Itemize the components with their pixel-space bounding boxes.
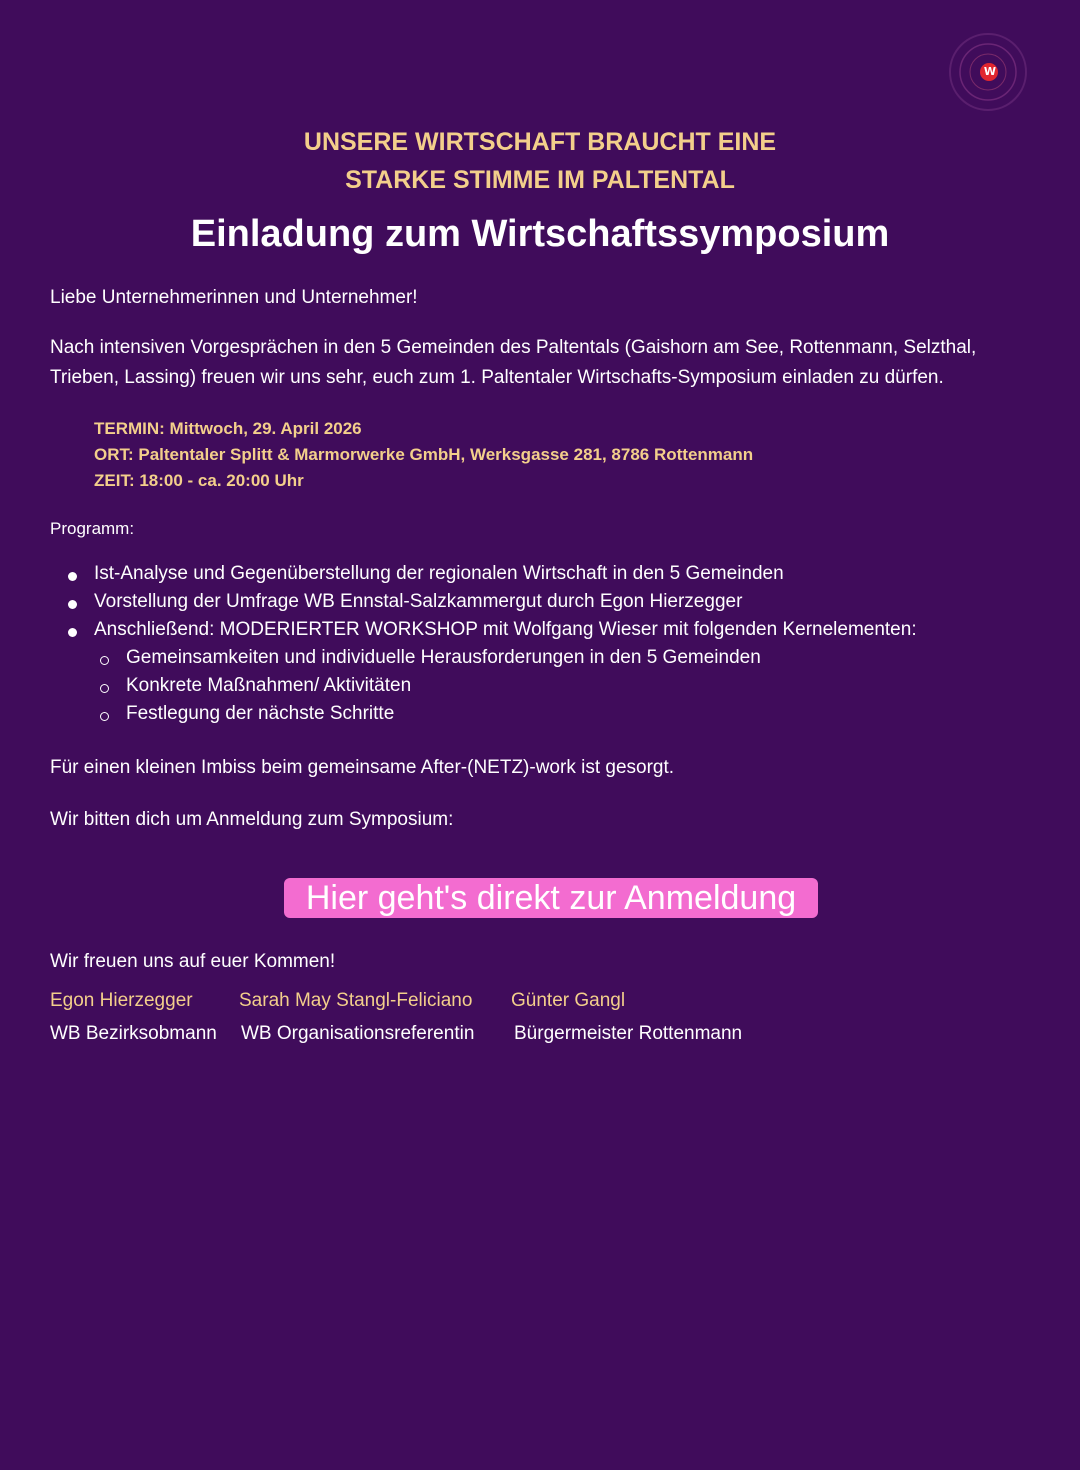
intro-paragraph: Nach intensiven Vorgesprächen in den 5 Gemeinden des Paltentals (Gaishorn am See, Rottenmann, Selzthal, Trieben, Lassing) freuen wir uns sehr, euch zum 1. Paltentaler Wirtschafts-Symposium einladen zu dürfen.: [50, 337, 977, 388]
program-item: Anschließend: MODERIERTER WORKSHOP mit Wolfgang Wieser mit folgenden Kernelementen:: [94, 619, 917, 640]
bullet-icon: [68, 628, 77, 637]
event-date: TERMIN: Mittwoch, 29. April 2026: [94, 419, 362, 438]
signature-name: Egon Hierzegger: [50, 990, 193, 1011]
closing-text: Wir freuen uns auf euer Kommen!: [50, 951, 336, 972]
headline-line-2: STARKE STIMME IM PALTENTAL: [345, 166, 735, 194]
program-label: Programm:: [50, 519, 135, 538]
signature-role: WB Organisationsreferentin: [241, 1023, 475, 1044]
event-location: ORT: Paltentaler Splitt & Marmorwerke GmbH, Werksgasse 281, 8786 Rottenmann: [94, 445, 754, 464]
snack-note: Für einen kleinen Imbiss beim gemeinsame After-(NETZ)-work ist gesorgt.: [50, 757, 675, 778]
program-subitem: Gemeinsamkeiten und individuelle Herausforderungen in den 5 Gemeinden: [126, 647, 761, 668]
sub-bullet-icon: [100, 656, 109, 665]
signature-role: Bürgermeister Rottenmann: [514, 1023, 743, 1044]
program-item: Ist-Analyse und Gegenüberstellung der regionalen Wirtschaft in den 5 Gemeinden: [94, 563, 784, 584]
program-subitem: Festlegung der nächste Schritte: [126, 703, 395, 724]
event-details: [94, 416, 753, 494]
registration-link-button[interactable]: Hier geht's direkt zur Anmeldung: [284, 878, 818, 918]
sub-bullet-icon: [100, 684, 109, 693]
program-subitem: Konkrete Maßnahmen/ Aktivitäten: [126, 675, 412, 696]
sub-bullet-icon: [100, 712, 109, 721]
signature-name: Günter Gangl: [511, 990, 626, 1011]
program-item: Vorstellung der Umfrage WB Ennstal-Salzkammergut durch Egon Hierzegger: [94, 591, 743, 612]
bullet-icon: [68, 572, 77, 581]
headline-line-1: UNSERE WIRTSCHAFT BRAUCHT EINE: [303, 128, 777, 156]
signature-name: Sarah May Stangl-Feliciano: [239, 990, 473, 1011]
registration-request: Wir bitten dich um Anmeldung zum Symposium:: [50, 809, 454, 830]
signature-role: WB Bezirksobmann: [50, 1023, 217, 1044]
logo-letter: W: [983, 65, 997, 78]
bullet-icon: [68, 600, 77, 609]
greeting: Liebe Unternehmerinnen und Unternehmer!: [50, 287, 418, 308]
page-title: Einladung zum Wirtschaftssymposium: [190, 213, 890, 255]
event-time: ZEIT: 18:00 - ca. 20:00 Uhr: [94, 471, 304, 490]
